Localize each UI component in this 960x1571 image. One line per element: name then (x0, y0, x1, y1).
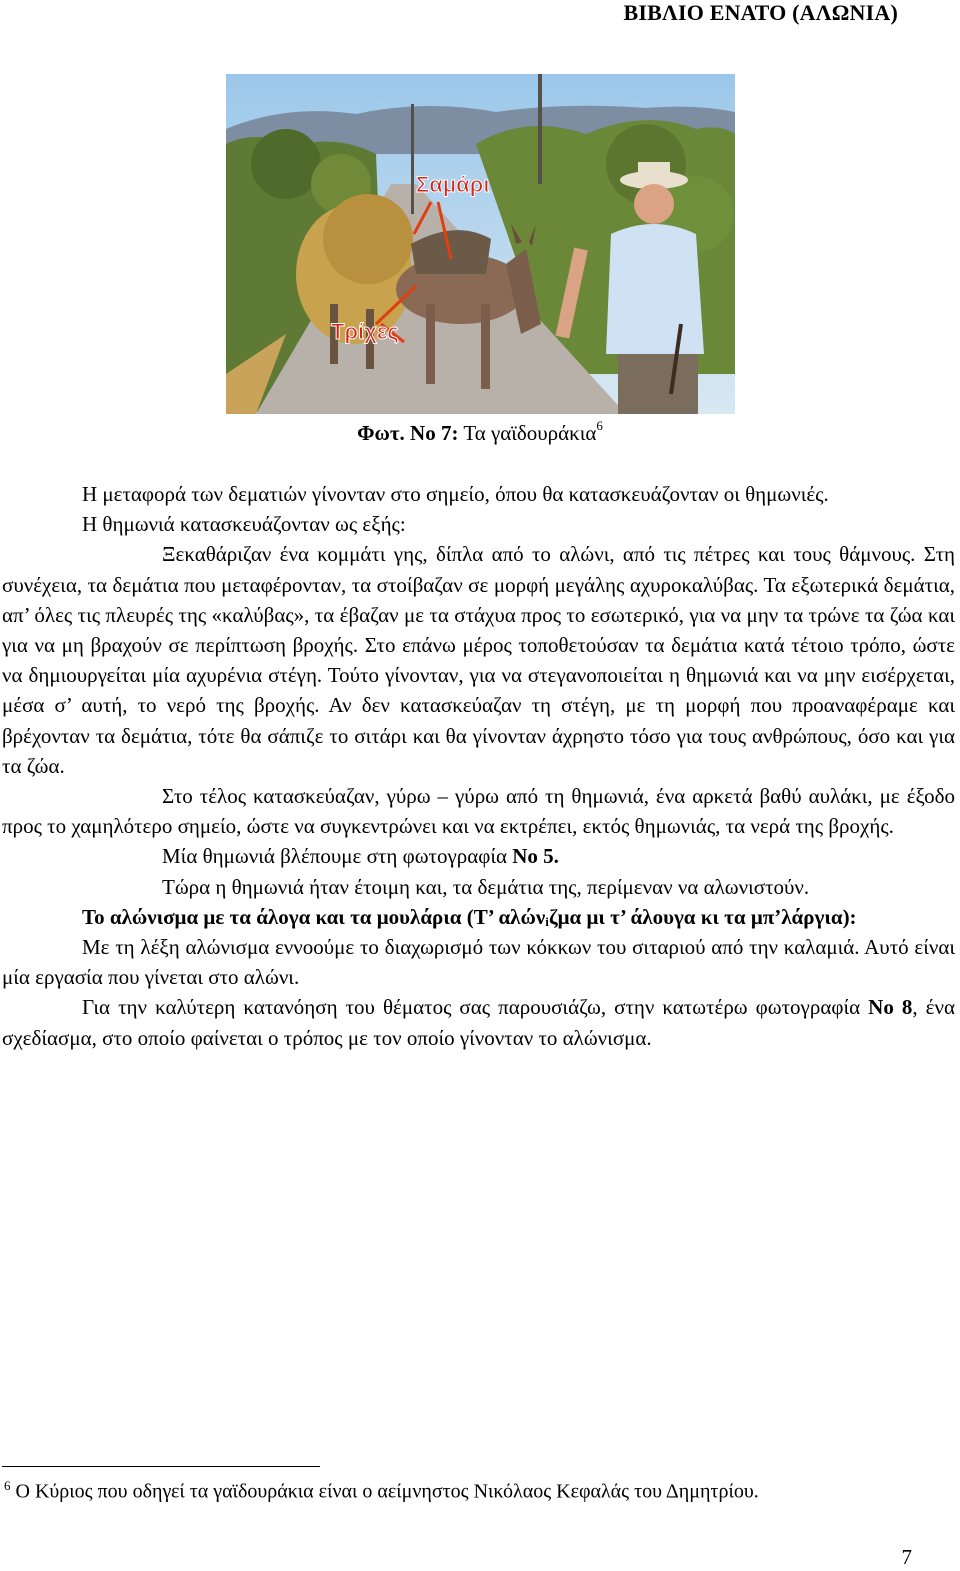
page-number: 7 (901, 1545, 912, 1569)
paragraph-8-text-b: , ένα σχεδίασμα, στο οποίο φαίνεται ο τρόπος με τον οποίο γίνονταν το αλώνισμα. (2, 995, 955, 1050)
footnote-text: Ο Κύριος που οδηγεί τα γαϊδουράκια είναι ο αείμνηστος Νικόλαος Κεφαλάς του Δημητρίου. (10, 1480, 759, 1503)
paragraph-3: Ξεκαθάριζαν ένα κομμάτι γης, δίπλα από το αλώνι, από τις πέτρες και τους θάμνους. Στη συνέχεια, τα δεμάτια που μεταφέρονταν, τα στοίβαζαν σε μορφή μεγάλης αχυροκαλύβας. Τα εξωτερικά δεμάτια, απ’ όλες τις πλευρές της «καλύβας», τα έβαζαν με τα στάχυα προς το εσωτερικό, για να μην τα τρώνε τα ζώα και για να μη βραχούν σε περίπτωση βροχής. Στο επάνω μέρος τοποθετούσαν τα δεμάτια κατά τέτοιο τρόπο, ώστε να δημιουργείται μία αχυρένια στέγη. Τούτο γίνονταν, για να στεγανοποιείται η θημωνιά και να μην εισέρχεται, μέσα σ’ αυτή, το νερό της βροχής. Αν δεν κατασκεύαζαν τη στέγη, με τη μορφή που προαναφέραμε και βρέχονταν τα δεμάτια, τότε θα σάπιζε το σιτάρι και θα γίνονταν άχρηστο τόσο για τους ανθρώπους, όσο και για τα ζώα. (2, 542, 955, 778)
photo-label-samari: Σαμάρι (416, 172, 490, 197)
paragraph-8-ref: Νο 8 (868, 995, 913, 1020)
paragraph-5-text: Μία θημωνιά βλέπουμε στη φωτογραφία (162, 844, 513, 869)
footnote-separator (2, 1466, 320, 1467)
photo-label-triches: Τρίχες (331, 319, 399, 344)
paragraph-5-ref: Νο 5. (512, 844, 559, 869)
paragraph-8-text-a: Για την καλύτερη κατανόηση του θέματος σας παρουσιάζω, στην κατωτέρω φωτογραφία (82, 995, 869, 1020)
paragraph-5 (2, 841, 955, 871)
section-heading: Το αλώνισμα με τα άλογα και τα μουλάρια (Τ’ αλώνᵢζμα μι τ’ άλουγα κι τα μπ’λάργια): (82, 904, 857, 929)
paragraph-6: Τώρα η θημωνιά ήταν έτοιμη και, τα δεμάτια της, περίμεναν να αλωνιστούν. (162, 874, 810, 899)
paragraph-7: Με τη λέξη αλώνισμα εννοούμε το διαχωρισμό των κόκκων του σιταριού από την καλαμιά. Αυτό είναι μία εργασία που γίνεται στο αλώνι. (2, 935, 955, 990)
page-header: ΒΙΒΛΙΟ ΕΝΑΤΟ (ΑΛΩΝΙΑ) (623, 0, 898, 25)
donkeys-photo (226, 74, 735, 414)
photo-caption (0, 420, 960, 446)
paragraph-4: Στο τέλος κατασκεύαζαν, γύρω – γύρω από τη θημωνιά, ένα αρκετά βαθύ αυλάκι, με έξοδο προς το χαμηλότερο σημείο, ώστε να συγκεντρώνει και να εκτρέπει, εκτός θημωνιάς, τα νερά της βροχής. (2, 784, 955, 839)
caption-number: Φωτ. Νο 7: (357, 421, 459, 445)
body-text (2, 479, 955, 1053)
footnote-ref: 6 (4, 1478, 11, 1493)
caption-text: Τα γαϊδουράκια (458, 421, 597, 445)
footnote (4, 1478, 759, 1504)
paragraph-2: Η θημωνιά κατασκευάζονταν ως εξής: (82, 512, 406, 537)
paragraph-1: Η μεταφορά των δεματιών γίνονταν στο σημείο, όπου θα κατασκευάζονταν οι θημωνιές. (82, 482, 829, 506)
caption-footnote-ref: 6 (596, 418, 603, 433)
paragraph-8 (2, 992, 955, 1052)
photo-illustration (226, 74, 735, 414)
